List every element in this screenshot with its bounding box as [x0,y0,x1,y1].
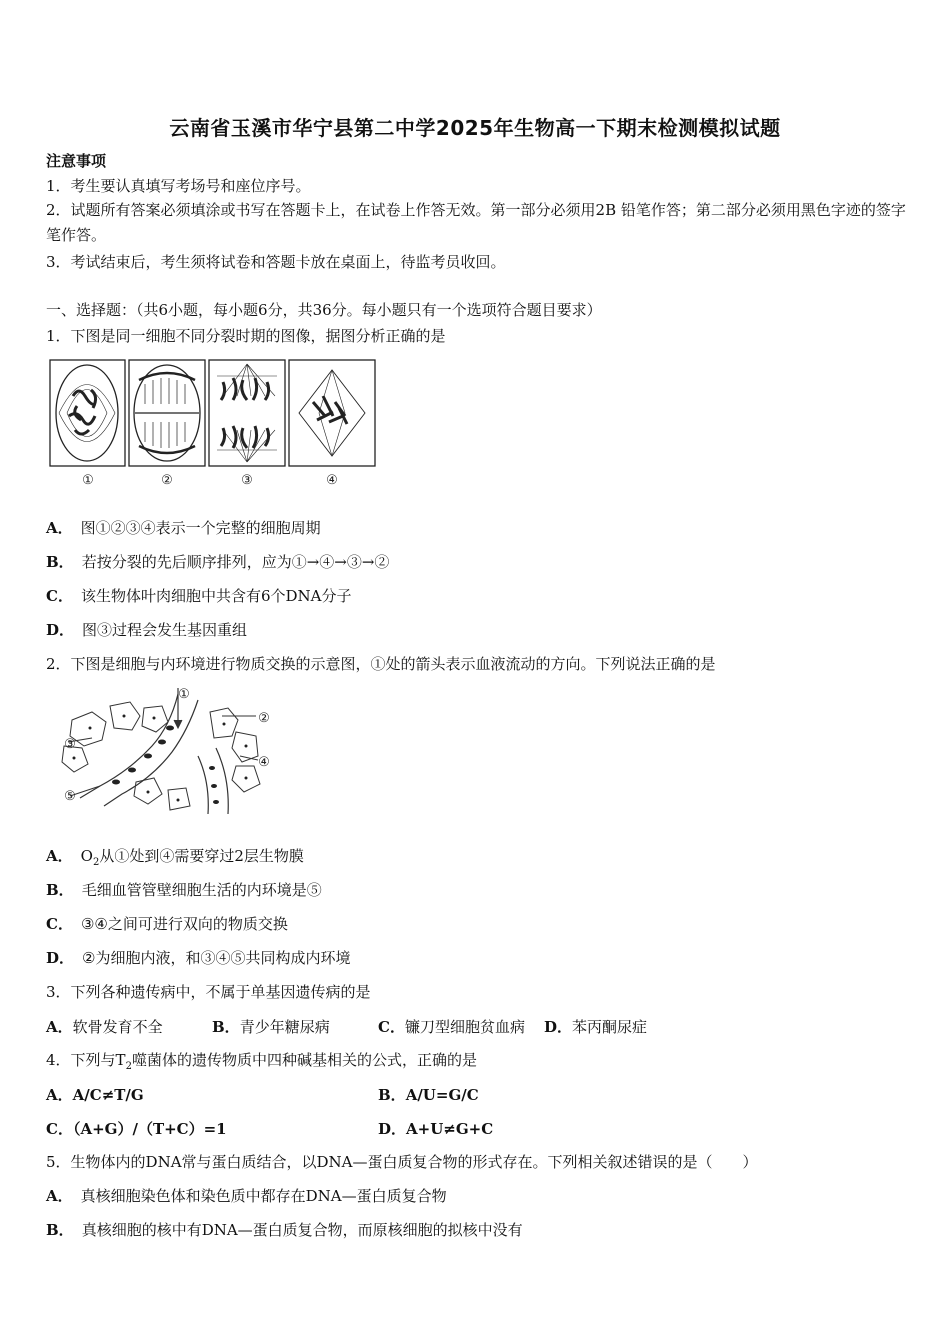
cell-division-figure [47,356,379,494]
q1-option-d: D． 图③过程会发生基因重组 [46,621,248,639]
notice-item-1: 1．考生要认真填写考场号和座位序号。 [46,177,311,195]
q3-option-a: A．软骨发育不全 [46,1018,163,1036]
q1-stem: 1．下图是同一细胞不同分裂时期的图像，据图分析正确的是 [46,327,446,345]
q5-stem: 5．生物体内的DNA常与蛋白质结合，以DNA—蛋白质复合物的形式存在。下列相关叙述错误的是（ ） [46,1153,758,1171]
q2-option-d: D． ②为细胞内液，和③④⑤共同构成内环境 [46,949,351,967]
fig2-label-1: ① [178,687,190,702]
q2-option-c: C． ③④之间可进行双向的物质交换 [46,915,288,933]
q4-option-d: D．A+U≠G+C [378,1120,494,1138]
q1-option-b: B． 若按分裂的先后顺序排列，应为①→④→③→② [46,553,390,571]
fig2-label-4: ④ [258,755,270,770]
q2-option-b: B． 毛细血管管壁细胞生活的内环境是⑤ [46,881,322,899]
q4-option-c: C．（A+G）/（T+C）=1 [46,1120,227,1138]
q3-option-b: B．青少年糖尿病 [212,1018,330,1036]
q5-option-b: B． 真核细胞的核中有DNA—蛋白质复合物，而原核细胞的拟核中没有 [46,1221,523,1239]
q2-stem: 2．下图是细胞与内环境进行物质交换的示意图，①处的箭头表示血液流动的方向。下列说法正确的是 [46,655,716,673]
q3-option-c: C．镰刀型细胞贫血病 [378,1018,525,1036]
fig1-label-2: ② [161,473,173,488]
fig2-label-3: ③ [64,737,76,752]
tissue-exchange-figure [60,686,276,816]
fig1-label-4: ④ [326,473,338,488]
notice-heading: 注意事项 [46,152,107,170]
panel-1-frame [50,360,125,466]
section-heading: 一、选择题：（共6小题，每小题6分，共36分。每小题只有一个选项符合题目要求） [46,301,602,319]
q1-option-c: C． 该生物体叶肉细胞中共含有6个DNA分子 [46,587,352,605]
q2-option-a: A． $O_2$从①处到④需要穿过2层生物膜 [46,847,304,868]
q4-option-a: A．A/C≠T/G [46,1086,144,1104]
page-title: 云南省玉溪市华宁县第二中学2025年生物高一下期末检测模拟试题 [169,116,781,140]
q5-option-a: A． 真核细胞染色体和染色质中都存在DNA—蛋白质复合物 [46,1187,447,1205]
fig1-label-3: ③ [241,473,253,488]
q1-option-a: A． 图①②③④表示一个完整的细胞周期 [46,519,321,537]
notice-item-3: 3．考试结束后，考生须将试卷和答题卡放在桌面上，待监考员收回。 [46,253,506,271]
fig1-label-1: ① [82,473,94,488]
q4-option-b: B．A/U=G/C [378,1086,479,1104]
q4-stem: 4．下列与$T_2$噬菌体的遗传物质中四种碱基相关的公式，正确的是 [46,1051,477,1072]
notice-item-2: 2．试题所有答案必须填涂或书写在答题卡上，在试卷上作答无效。第一部分必须用2B 铅笔作答；第二部分必须用黑色字迹的签字笔作答。 [46,201,906,244]
fig2-label-2: ② [258,711,270,726]
q3-stem: 3．下列各种遗传病中，不属于单基因遗传病的是 [46,983,371,1001]
q3-option-d: D．苯丙酮尿症 [544,1018,648,1036]
fig2-label-5: ⑤ [64,789,76,804]
